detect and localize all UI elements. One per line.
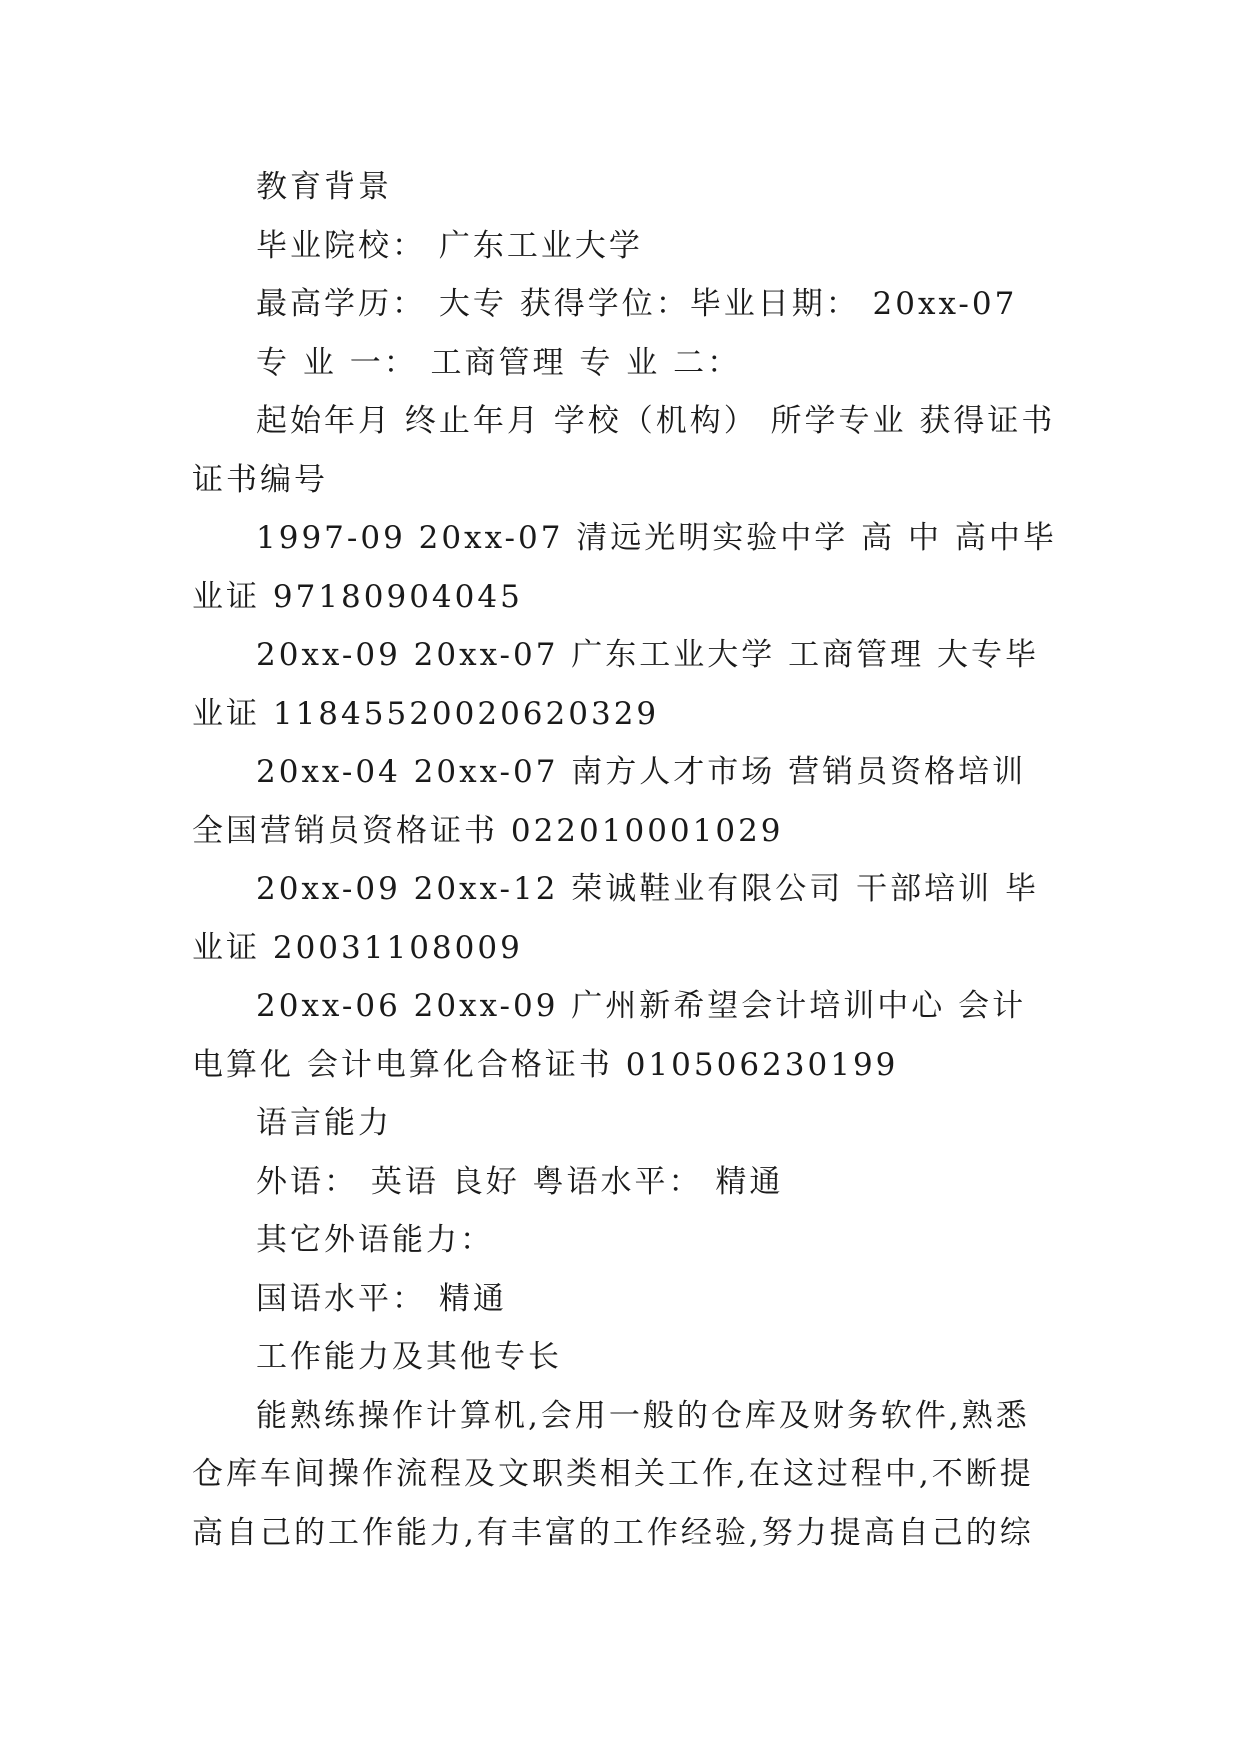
mandarin-level: 国语水平： 精通 — [256, 1280, 507, 1317]
education-entry: 20xx-09 20xx-12 荣诚鞋业有限公司 干部培训 毕业证 20031108009 — [192, 871, 1039, 966]
foreign-language: 外语： 英语 良好 粤语水平： 精通 — [256, 1163, 784, 1200]
education-table-header: 起始年月 终止年月 学校（机构） 所学专业 获得证书 证书编号 — [192, 403, 1069, 498]
majors: 专 业 一： 工商管理 专 业 二： — [256, 344, 742, 381]
section-heading-skills: 工作能力及其他专长 — [256, 1339, 562, 1375]
graduation-school: 毕业院校： 广东工业大学 — [256, 227, 643, 264]
highest-degree: 最高学历： 大专 获得学位：毕业日期： 20xx-07 — [256, 286, 1018, 322]
section-heading-education: 教育背景 — [256, 169, 392, 205]
skills-paragraph: 能熟练操作计算机,会用一般的仓库及财务软件,熟悉仓库车间操作流程及文职类相关工作,在这过程中,不断提高自己的工作能力,有丰富的工作经验,努力提高自己的综 — [192, 1397, 1034, 1551]
education-entry: 1997-09 20xx-07 清远光明实验中学 高 中 高中毕业证 97180904045 — [192, 520, 1057, 615]
education-entry: 20xx-09 20xx-07 广东工业大学 工商管理 大专毕业证 11845520020620329 — [192, 637, 1039, 732]
section-heading-language: 语言能力 — [256, 1105, 392, 1141]
other-language: 其它外语能力： — [256, 1222, 494, 1258]
education-entry: 20xx-04 20xx-07 南方人才市场 营销员资格培训 全国营销员资格证书 022010001029 — [192, 754, 1039, 849]
resume-body — [192, 158, 1069, 1562]
education-entry: 20xx-06 20xx-09 广州新希望会计培训中心 会计电算化 会计电算化合格证书 010506230199 — [192, 988, 1027, 1083]
